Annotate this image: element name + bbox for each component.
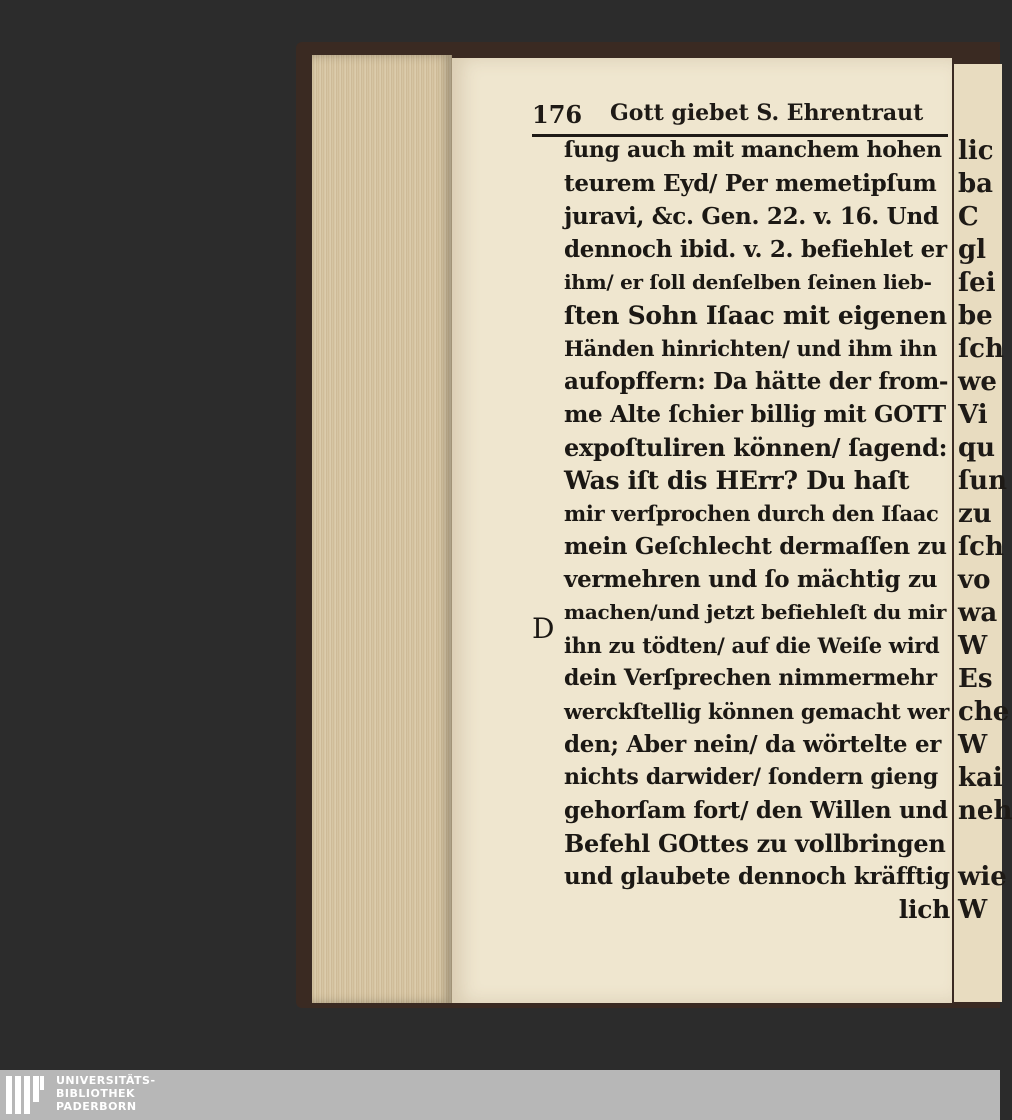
running-head <box>532 100 948 137</box>
facing-page-fragment: ſei <box>958 268 996 298</box>
margin-letter: D <box>532 612 555 645</box>
text-line: aufopffern: Da hätte der from- <box>564 368 949 395</box>
text-line: Was iſt dis HErr? Du haſt <box>564 466 910 495</box>
page-number: 176 <box>532 100 583 129</box>
facing-page-fragment: W <box>958 895 988 925</box>
facing-page-fragment: vo <box>958 565 991 595</box>
facing-page-fragment: C <box>958 202 979 232</box>
facing-page-fragment: ſch <box>958 532 1004 562</box>
library-name-line: PADERBORN <box>56 1100 137 1113</box>
facing-page-fragment: lic <box>958 136 994 166</box>
facing-page-fragment: zu <box>958 499 992 529</box>
text-line: werckſtellig können gemacht wer <box>564 699 950 724</box>
text-line: mein Geſchlecht dermaſſen zu <box>564 533 947 560</box>
text-line: ſten Sohn Iſaac mit eigenen <box>564 301 947 330</box>
text-line: dein Verſprechen nimmermehr <box>564 665 937 691</box>
facing-page-fragment: wie <box>958 862 1007 892</box>
text-line: Händen hinrichten/ und ihm ihn <box>564 336 938 361</box>
text-line: vermehren und ſo mächtig zu <box>564 566 938 593</box>
library-logo-icon <box>6 1076 46 1114</box>
facing-page-fragment: che <box>958 697 1010 727</box>
facing-page-fragment: we <box>958 367 997 397</box>
facing-page-fragment: be <box>958 301 993 331</box>
library-name-line: UNIVERSITÄTS- <box>56 1074 156 1087</box>
text-line: den; Aber nein/ da wörtelte er <box>564 731 942 758</box>
facing-page-fragment: W <box>958 631 988 661</box>
facing-page-fragment: ſun <box>958 466 1007 496</box>
library-name-line: BIBLIOTHEK <box>56 1087 136 1100</box>
text-line: nichts darwider/ ſondern gieng <box>564 764 939 790</box>
text-line: me Alte ſchier billig mit GOTT <box>564 401 946 428</box>
facing-page-fragment: Vi <box>958 400 988 430</box>
footer-bar <box>0 1070 1000 1120</box>
text-line: lich <box>898 895 950 924</box>
facing-page-fragment: ſch <box>958 334 1004 364</box>
text-line: mir verſprochen durch den Iſaac <box>564 501 939 526</box>
text-line: ihm/ er ſoll denſelben ſeinen lieb- <box>564 270 932 294</box>
facing-page-fragment: kai <box>958 763 1003 793</box>
text-line: Befehl GOttes zu vollbringen <box>564 829 946 858</box>
text-line: machen/und jetzt befiehleſt du mir <box>564 600 947 624</box>
facing-page-fragment: W <box>958 730 988 760</box>
facing-page-fragment: neh <box>958 796 1012 826</box>
facing-page-fragment: wa <box>958 598 998 628</box>
text-line: teurem Eyd/ Per memetipſum <box>564 170 937 197</box>
page-block-edge <box>312 55 452 1003</box>
text-line: gehorſam fort/ den Willen und <box>564 797 948 824</box>
text-line: und glaubete dennoch kräfftig <box>564 863 950 890</box>
text-line: juravi, &c. Gen. 22. v. 16. Und <box>564 203 939 230</box>
facing-page-edge <box>952 64 1012 1002</box>
text-line: dennoch ibid. v. 2. befiehlet er <box>564 236 947 263</box>
text-line: ſung auch mit manchem hohen <box>564 137 942 163</box>
facing-page-fragment: qu <box>958 433 996 463</box>
facing-page-fragment: gl <box>958 235 987 265</box>
text-line: expoſtuliren können/ ſagend: <box>564 433 948 462</box>
facing-page-fragment: Es <box>958 664 993 694</box>
header-title: Gott giebet S. Ehrentraut <box>610 100 924 126</box>
facing-page-fragment: ba <box>958 169 994 199</box>
library-name <box>56 1074 156 1113</box>
text-line: ihn zu tödten/ auf die Weiſe wird <box>564 633 940 658</box>
